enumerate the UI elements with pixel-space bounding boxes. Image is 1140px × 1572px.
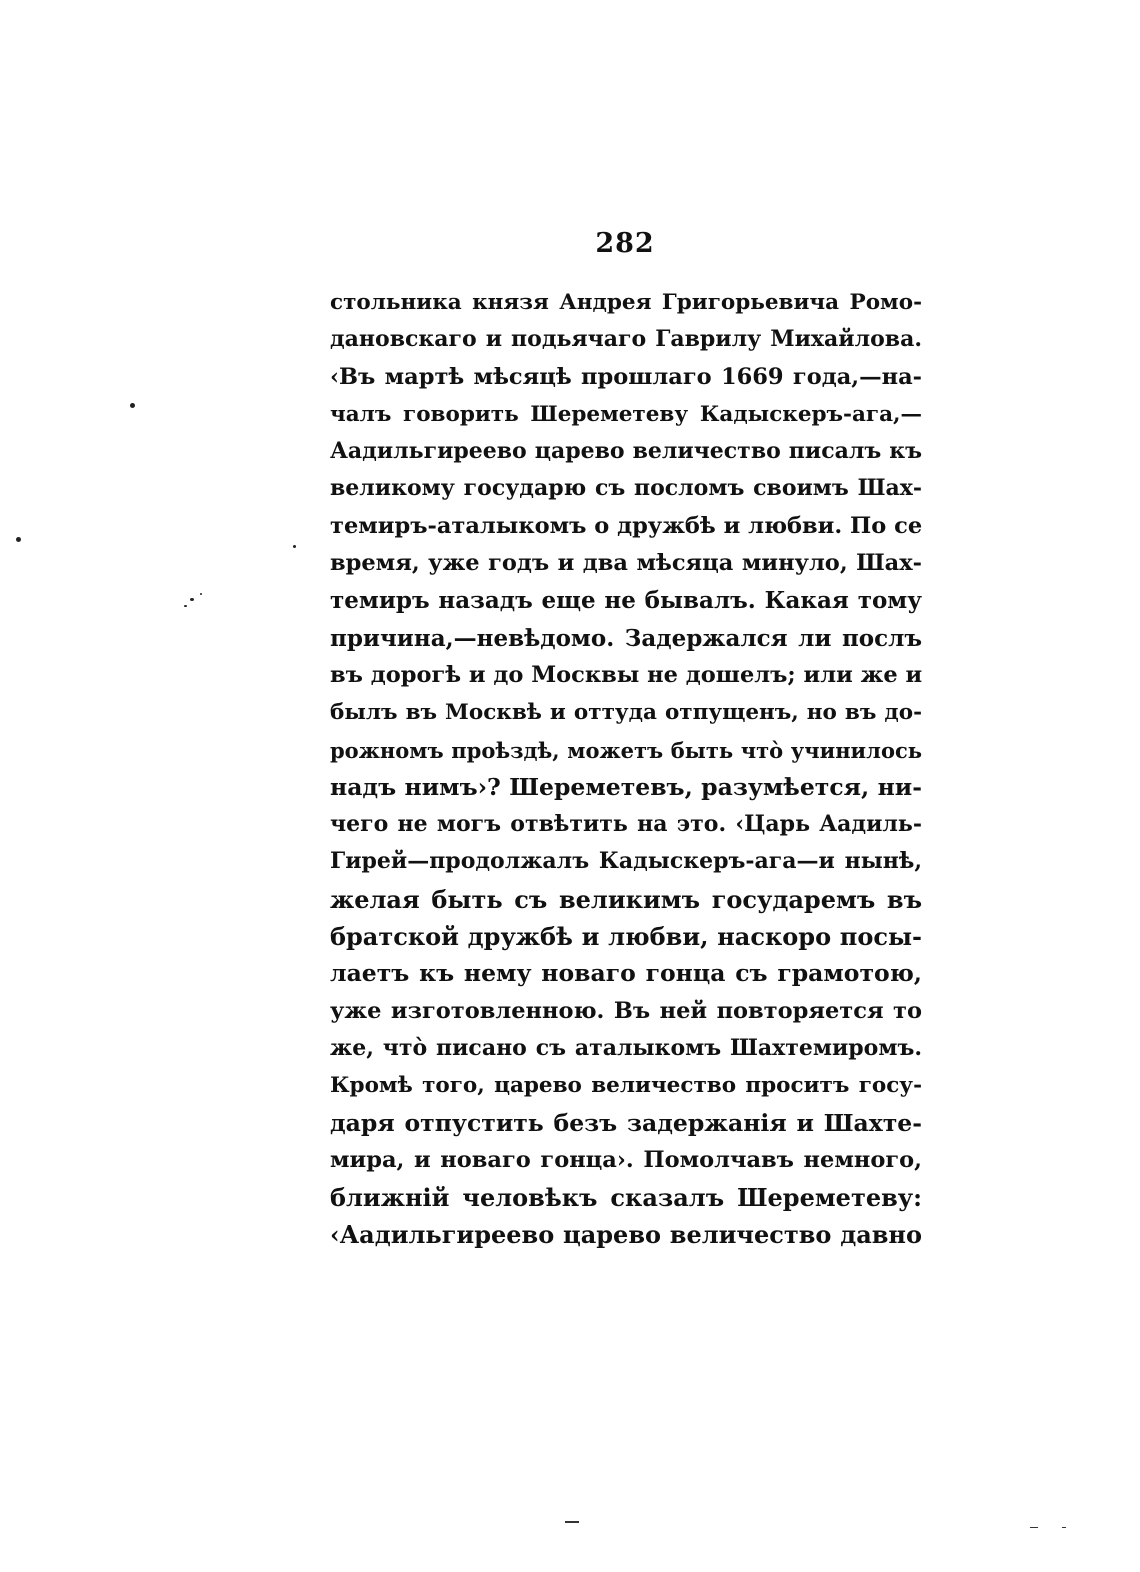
text-line: рожномъ проѣздѣ, можетъ быть что̀ учинилось [330, 737, 922, 763]
text-line: чего не могъ отвѣтить на это. ‹Царь Аадиль- [330, 811, 922, 838]
scan-speck [190, 598, 194, 601]
text-line: темиръ-аталыкомъ о дружбѣ и любви. По се [330, 512, 922, 539]
text-line: ‹Въ мартѣ мѣсяцѣ прошлаго 1669 года,—на- [330, 363, 922, 390]
scan-speck [293, 545, 296, 548]
text-line: даря отпустить безъ задержанія и Шахте- [330, 1108, 922, 1137]
text-line: Кромѣ того, царево величество проситъ госу- [330, 1073, 922, 1099]
text-line: мира, и новаго гонца›. Помолчавъ немного, [330, 1146, 922, 1173]
text-line: ближній человѣкъ сказалъ Шереметеву: [330, 1183, 922, 1213]
text-line: дановскаго и подьячаго Гаврилу Михайлова. [330, 326, 922, 353]
text-line: чалъ говорить Шереметеву Кадыскеръ-ага,— [330, 401, 922, 427]
scan-speck [130, 403, 135, 408]
scan-mark [1062, 1527, 1066, 1528]
scan-mark [1030, 1527, 1038, 1528]
scan-speck [200, 593, 202, 595]
text-line: Гирей—продолжалъ Кадыскеръ-ага—и нынѣ, [330, 848, 922, 875]
scan-mark [565, 1521, 579, 1523]
text-line: лаетъ къ нему новаго гонца съ грамотою, [330, 959, 922, 988]
text-line: желая быть съ великимъ государемъ въ [330, 884, 922, 914]
text-line: время, уже годъ и два мѣсяца минуло, Шах- [330, 550, 922, 577]
text-line: стольника князя Андрея Григорьевича Ромо- [330, 290, 922, 315]
page-number: 282 [595, 228, 655, 259]
text-line: причина,—невѣдомо. Задержался ли послъ [330, 624, 922, 652]
text-line: надъ нимъ›? Шереметевъ, разумѣется, ни- [330, 772, 922, 801]
text-line: братской дружбѣ и любви, наскоро посы- [330, 922, 922, 952]
body-text [330, 284, 922, 1254]
text-line: темиръ назадъ еще не бывалъ. Какая тому [330, 587, 922, 615]
scan-speck [16, 537, 21, 542]
text-line: Аадильгиреево царево величество писалъ къ [330, 438, 922, 465]
text-line: же, что̀ писано съ аталыкомъ Шахтемиромъ. [330, 1034, 922, 1061]
text-line: ‹Аадильгиреево царево величество давно [330, 1220, 922, 1250]
text-line: въ дорогѣ и до Москвы не дошелъ; или же и [330, 661, 922, 688]
text-line: уже изготовленною. Въ ней повторяется то [330, 997, 922, 1024]
scan-speck [184, 605, 187, 607]
text-line: былъ въ Москвѣ и оттуда отпущенъ, но въ до- [330, 700, 922, 726]
text-line: великому государю съ посломъ своимъ Шах- [330, 475, 922, 502]
